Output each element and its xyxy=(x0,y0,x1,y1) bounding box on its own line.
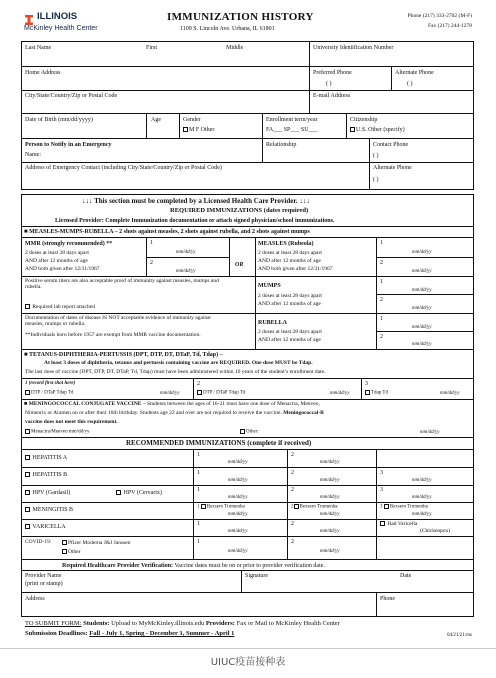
measles-label: MEASLES (Rubeola) xyxy=(258,241,314,247)
mmr-heading: ■ MEASLES-MUMPS-RUBELLA – 2 shots against measles, 2 shots against rubella, and 2 shots against mumps xyxy=(24,229,310,235)
tdap-last-dose: The last dose of vaccine (DPT, DTP, DT, DTaP, Td, Tdap) must have been administered within 10 years of the student’s enrollment date. xyxy=(25,369,326,375)
rubella-dose-1-date[interactable]: mm/dd/yy xyxy=(412,325,432,330)
hpv-dose-1-date[interactable]: mm/dd/yy xyxy=(228,495,248,500)
hepb-dose-2-num: 2 xyxy=(291,470,294,476)
home-address-label: Home Address xyxy=(25,70,61,76)
hepatitis-b-checkbox[interactable] xyxy=(25,472,30,477)
mumps-rule-1: 2 doses at least 28 days apart xyxy=(258,293,322,299)
positive-titers-note: Positive serum titers are also acceptable proof of immunity against measles, mumps and rubella. xyxy=(25,278,219,291)
tdap-heading: ■ TETANUS-DIPHTHERIA-PERTUSSIS (DPT, DTP, DT, DTaP, Td, Tdap) – xyxy=(24,352,223,358)
citizenship-label: Citizenship xyxy=(350,117,378,123)
deadline-line: Submission Deadlines: Fall - July 1, Spring - December 1, Summer - April 1 xyxy=(25,630,235,637)
menb-dose-3-checkbox[interactable] xyxy=(384,504,389,509)
hepb-dose-3-num: 3 xyxy=(380,470,383,476)
hpv-gardasil-checkbox[interactable] xyxy=(25,490,30,495)
citizenship-options[interactable]: U.S. Other (specify) xyxy=(350,127,405,133)
measles-dose-2-num: 2 xyxy=(380,260,383,266)
tdap-dose-3-type[interactable]: Tdap Td xyxy=(365,390,388,396)
enrollment-label: Enrollment term/year xyxy=(266,117,318,123)
emergency-notify-label: Person to Notify in an Emergency xyxy=(25,142,112,148)
mmr-dose-rule-3: AND both given after 12/31/1967 xyxy=(25,266,100,272)
mumps-dose-2-date[interactable]: mm/dd/yy xyxy=(412,306,432,311)
contact-phone-label: Contact Phone xyxy=(373,142,409,148)
covid-other-checkbox[interactable] xyxy=(62,549,67,554)
mumps-dose-1-date[interactable]: mm/dd/yy xyxy=(412,288,432,293)
illinois-i-icon xyxy=(24,12,34,22)
hepa-dose-1-num: 1 xyxy=(197,452,200,458)
covid-label: COVID-19: xyxy=(25,539,52,545)
citizenship-checkbox[interactable] xyxy=(350,127,355,132)
covid-dose-1-num: 1 xyxy=(197,539,200,545)
mening-other-option[interactable]: Other: xyxy=(240,429,259,435)
uin-label: University Identification Number xyxy=(313,45,394,51)
mumps-label: MUMPS xyxy=(258,283,281,289)
hepatitis-a-option[interactable]: HEPATITIS A xyxy=(25,455,67,461)
email-label: E-mail Address xyxy=(313,93,351,99)
gender-checkbox[interactable] xyxy=(183,127,188,132)
measles-dose-1-date[interactable]: mm/dd/yy xyxy=(412,250,432,255)
measles-dose-2-date[interactable]: mm/dd/yy xyxy=(412,269,432,274)
chickenpox-label: (Chickenpox) xyxy=(420,528,451,534)
disease-doc-note: Documentation of dates of disease IS NOT acceptable evidence of immunity against measles, mumps or rubella. xyxy=(25,315,211,328)
menb-dose-2-date[interactable]: mm/dd/yy xyxy=(320,512,340,517)
menb-dose-2-brand[interactable]: 2 Bexsero Trumenba xyxy=(291,504,338,510)
dob-label: Date of Birth (mm/dd/yyyy) xyxy=(25,117,93,123)
lab-report-checkbox[interactable] xyxy=(25,304,30,309)
mmr-dose-rule-1: 2 doses at least 28 days apart xyxy=(25,250,89,256)
tdap-dose-1-date[interactable]: mm/dd/yy xyxy=(160,391,180,396)
gender-label: Gender xyxy=(183,117,201,123)
covid-dose-1-date[interactable]: mm/dd/yy xyxy=(228,549,248,554)
hpv-gardasil-option[interactable]: HPV (Gardasil) xyxy=(25,490,70,496)
lab-report-option[interactable]: Required lab report attached xyxy=(25,304,95,310)
gender-options[interactable]: M F Other xyxy=(183,127,214,133)
tdap-first-dose-label: 1 (record first shot here) xyxy=(25,381,76,386)
rubella-rule-1: 2 doses at least 28 days apart xyxy=(258,329,322,335)
menb-dose-3-date[interactable]: mm/dd/yy xyxy=(412,512,432,517)
illinois-logo xyxy=(24,11,124,37)
mmr-dose-2-date[interactable]: mm/dd/yy xyxy=(176,269,196,274)
born-before-note: **Individuals born before 1957 are exempt from MMR vaccine documentation. xyxy=(25,332,201,338)
verification-line: Required Healthcare Provider Verification: Vaccine dates must be on or prior to provider verification date. xyxy=(62,563,325,569)
alternate-phone-field[interactable]: ( ) xyxy=(407,81,413,87)
had-varicella-checkbox[interactable] xyxy=(380,521,385,526)
hepa-dose-2-date[interactable]: mm/dd/yy xyxy=(320,460,340,465)
mening-other-checkbox[interactable] xyxy=(240,429,245,434)
mmr-dose-2-num: 2 xyxy=(150,260,153,266)
var-dose-2-date[interactable]: mm/dd/yy xyxy=(320,529,340,534)
image-caption: UIUC疫苗接种表 xyxy=(210,657,286,668)
submit-line: TO SUBMIT FORM: Students: Upload to MyMcKinley.illinois.edu Providers: Fax or Mail to McKinley Health Center xyxy=(25,620,340,627)
measles-rule-2: AND after 12 months of age xyxy=(258,258,321,264)
hepatitis-a-checkbox[interactable] xyxy=(25,455,30,460)
covid-dose-2-date[interactable]: mm/dd/yy xyxy=(320,549,340,554)
menactra-checkbox[interactable] xyxy=(25,429,30,434)
mening-other-date[interactable]: mm/dd/yy xyxy=(420,430,440,435)
menb-dose-3-brand[interactable]: 3 Bexsero Trumenba xyxy=(380,504,428,510)
menb-dose-1-checkbox[interactable] xyxy=(201,504,206,509)
revision-code: 04/21/21:ms xyxy=(446,633,472,638)
mumps-rule-2: AND after 12 months of age xyxy=(258,301,321,307)
mening-line-3: vaccine does not meet this requirement. xyxy=(25,419,118,425)
meningitis-b-checkbox[interactable] xyxy=(25,507,30,512)
rubella-label: RUBELLA xyxy=(258,320,288,326)
mmr-dose-rule-2: AND after 12 months of age xyxy=(25,258,88,264)
emergency-name-label: Name: xyxy=(25,152,41,158)
emergency-alt-phone-label: Alternate Phone xyxy=(373,165,412,171)
meningitis-b-option[interactable]: MENINGITIS B xyxy=(25,507,73,513)
tdap-dose-2-date[interactable]: mm/dd/yy xyxy=(330,391,350,396)
provider-phone-label: Phone xyxy=(380,596,395,602)
form-title: IMMUNIZATION HISTORY xyxy=(167,11,314,23)
hepb-dose-3-date[interactable]: mm/dd/yy xyxy=(412,478,432,483)
rubella-dose-1-num: 1 xyxy=(380,316,383,322)
measles-rule-1: 2 doses at least 28 days apart xyxy=(258,250,322,256)
hepatitis-b-option[interactable]: HEPATITIS B xyxy=(25,472,67,478)
tdap-dose-1-type[interactable]: DTP / DTaP Tdap Td xyxy=(25,390,73,396)
var-dose-2-num: 2 xyxy=(291,521,294,527)
provider-address-label: Address xyxy=(25,596,45,602)
menb-dose-1-date[interactable]: mm/dd/yy xyxy=(228,512,248,517)
tdap-dose-1-checkbox[interactable] xyxy=(25,390,30,395)
hepb-dose-1-num: 1 xyxy=(197,470,200,476)
tdap-dose-3-date[interactable]: mm/dd/yy xyxy=(440,391,460,396)
mumps-dose-2-num: 2 xyxy=(380,297,383,303)
last-name-label: Last Name xyxy=(25,45,52,51)
logo-subtitle: McKinley Health Center xyxy=(24,25,98,32)
covid-options[interactable]: Pfizer Moderna J&J Janssen xyxy=(62,540,130,546)
menb-dose-2-checkbox[interactable] xyxy=(294,504,299,509)
middle-name-label: Middle xyxy=(226,45,244,51)
first-name-label: First xyxy=(146,45,158,51)
logo-word: ILLINOIS xyxy=(37,11,78,22)
had-varicella-option[interactable]: Had Varicella xyxy=(380,521,417,527)
tdap-dose-2-num: 2 xyxy=(197,381,200,387)
rubella-dose-2-num: 2 xyxy=(380,334,383,340)
signature-label: Signature xyxy=(245,573,268,579)
uin-field[interactable] xyxy=(310,53,473,65)
enrollment-options[interactable]: FA___ SP___ SU___ xyxy=(266,127,318,133)
varicella-option[interactable]: VARICELLA xyxy=(25,524,66,530)
relationship-label: Relationship xyxy=(266,142,297,148)
covid-other-option[interactable]: Other xyxy=(62,549,81,555)
menb-dose-1-brand[interactable]: 1 Bexsero Trumenba xyxy=(197,504,245,510)
city-label: City/State/Country/Zip or Postal Code xyxy=(25,93,118,99)
hepa-dose-2-num: 2 xyxy=(291,452,294,458)
mmr-dose-1-date[interactable]: mm/dd/yy xyxy=(176,250,196,255)
tdap-dose-3-num: 3 xyxy=(365,381,368,387)
date-label: Date xyxy=(400,573,412,579)
covid-dose-2-num: 2 xyxy=(291,539,294,545)
mening-line-1: ■ MENINGOCOCCAL CONJUGATE VACCINE – Students between the ages of 16-21 must have one dose of Menactra, Menveo, xyxy=(24,401,320,407)
hpv-dose-3-date[interactable]: mm/dd/yy xyxy=(412,495,432,500)
header-address: 1109 S. Lincoln Ave. Urbana, IL 61801 xyxy=(180,26,275,32)
provider-name-label: Provider Name xyxy=(25,573,62,579)
mumps-dose-1-num: 1 xyxy=(380,279,383,285)
tdap-requirement: At least 3 doses of diphtheria, tetanus and pertussis containing vaccine are REQUIRED. One dose MUST be Tdap. xyxy=(44,360,313,366)
covid-checkbox[interactable] xyxy=(62,540,67,545)
or-label: OR xyxy=(235,262,244,268)
rubella-dose-2-date[interactable]: mm/dd/yy xyxy=(412,342,432,347)
print-stamp-label: (print or stamp) xyxy=(25,581,63,587)
hpv-dose-1-num: 1 xyxy=(197,487,200,493)
preferred-phone-label: Preferred Phone xyxy=(313,70,352,76)
hepb-dose-1-date[interactable]: mm/dd/yy xyxy=(228,478,248,483)
emergency-alt-phone-field[interactable]: ( ) xyxy=(373,177,379,183)
contact-phone-field[interactable]: ( ) xyxy=(373,153,379,159)
varicella-checkbox[interactable] xyxy=(25,524,30,529)
tdap-dose-2-checkbox[interactable] xyxy=(197,390,202,395)
preferred-phone-field[interactable]: ( ) xyxy=(326,81,332,87)
hepa-dose-1-date[interactable]: mm/dd/yy xyxy=(228,460,248,465)
header-fax: Fax (217) 244-1278 xyxy=(428,23,472,29)
menactra-option[interactable]: Menactra/Menveo mm/dd/yy xyxy=(25,429,89,435)
hpv-cervarix-checkbox[interactable] xyxy=(116,490,121,495)
alternate-phone-label: Alternate Phone xyxy=(395,70,434,76)
tdap-dose-3-checkbox[interactable] xyxy=(365,390,370,395)
hepb-dose-2-date[interactable]: mm/dd/yy xyxy=(320,478,340,483)
provider-note: Licensed Provider: Complete Immunization documentation or attach signed physician/school immunizations. xyxy=(55,218,335,224)
hpv-dose-2-date[interactable]: mm/dd/yy xyxy=(320,495,340,500)
header-phone: Phone (217) 333-2702 (M-F) xyxy=(407,13,472,19)
provider-banner: ↓↓↓ This section must be completed by a Licensed Health Care Provider. ↓↓↓ xyxy=(82,197,310,205)
mening-line-2: Nimenrix or Aramen on or after their 16th birthday. Students age 22 and over are not required to receive the vaccine. Meningococcal-B xyxy=(25,410,324,416)
tdap-dose-2-type[interactable]: DTP / DTaP Tdap Td xyxy=(197,390,245,396)
hpv-dose-3-num: 3 xyxy=(380,487,383,493)
mmr-dose-1-num: 1 xyxy=(150,240,153,246)
measles-rule-3: AND both given after 12/31/1967 xyxy=(258,266,333,272)
hpv-cervarix-option[interactable]: HPV (Cervarix) xyxy=(116,490,162,496)
hpv-dose-2-num: 2 xyxy=(291,487,294,493)
name-field[interactable] xyxy=(22,53,308,65)
required-heading: REQUIRED IMMUNIZATIONS (dates required) xyxy=(170,207,309,214)
var-dose-1-num: 1 xyxy=(197,521,200,527)
rubella-rule-2: AND after 12 months of age xyxy=(258,337,321,343)
mmr-label: MMR (strongly recommended) ** xyxy=(25,241,113,247)
emergency-address-label: Address of Emergency Contact (including City/State/Country/Zip or Postal Code) xyxy=(25,165,222,171)
age-label: Age xyxy=(151,117,161,123)
var-dose-1-date[interactable]: mm/dd/yy xyxy=(228,529,248,534)
measles-dose-1-num: 1 xyxy=(380,240,383,246)
recommended-heading: RECOMMENDED IMMUNIZATIONS (complete if received) xyxy=(126,439,312,447)
